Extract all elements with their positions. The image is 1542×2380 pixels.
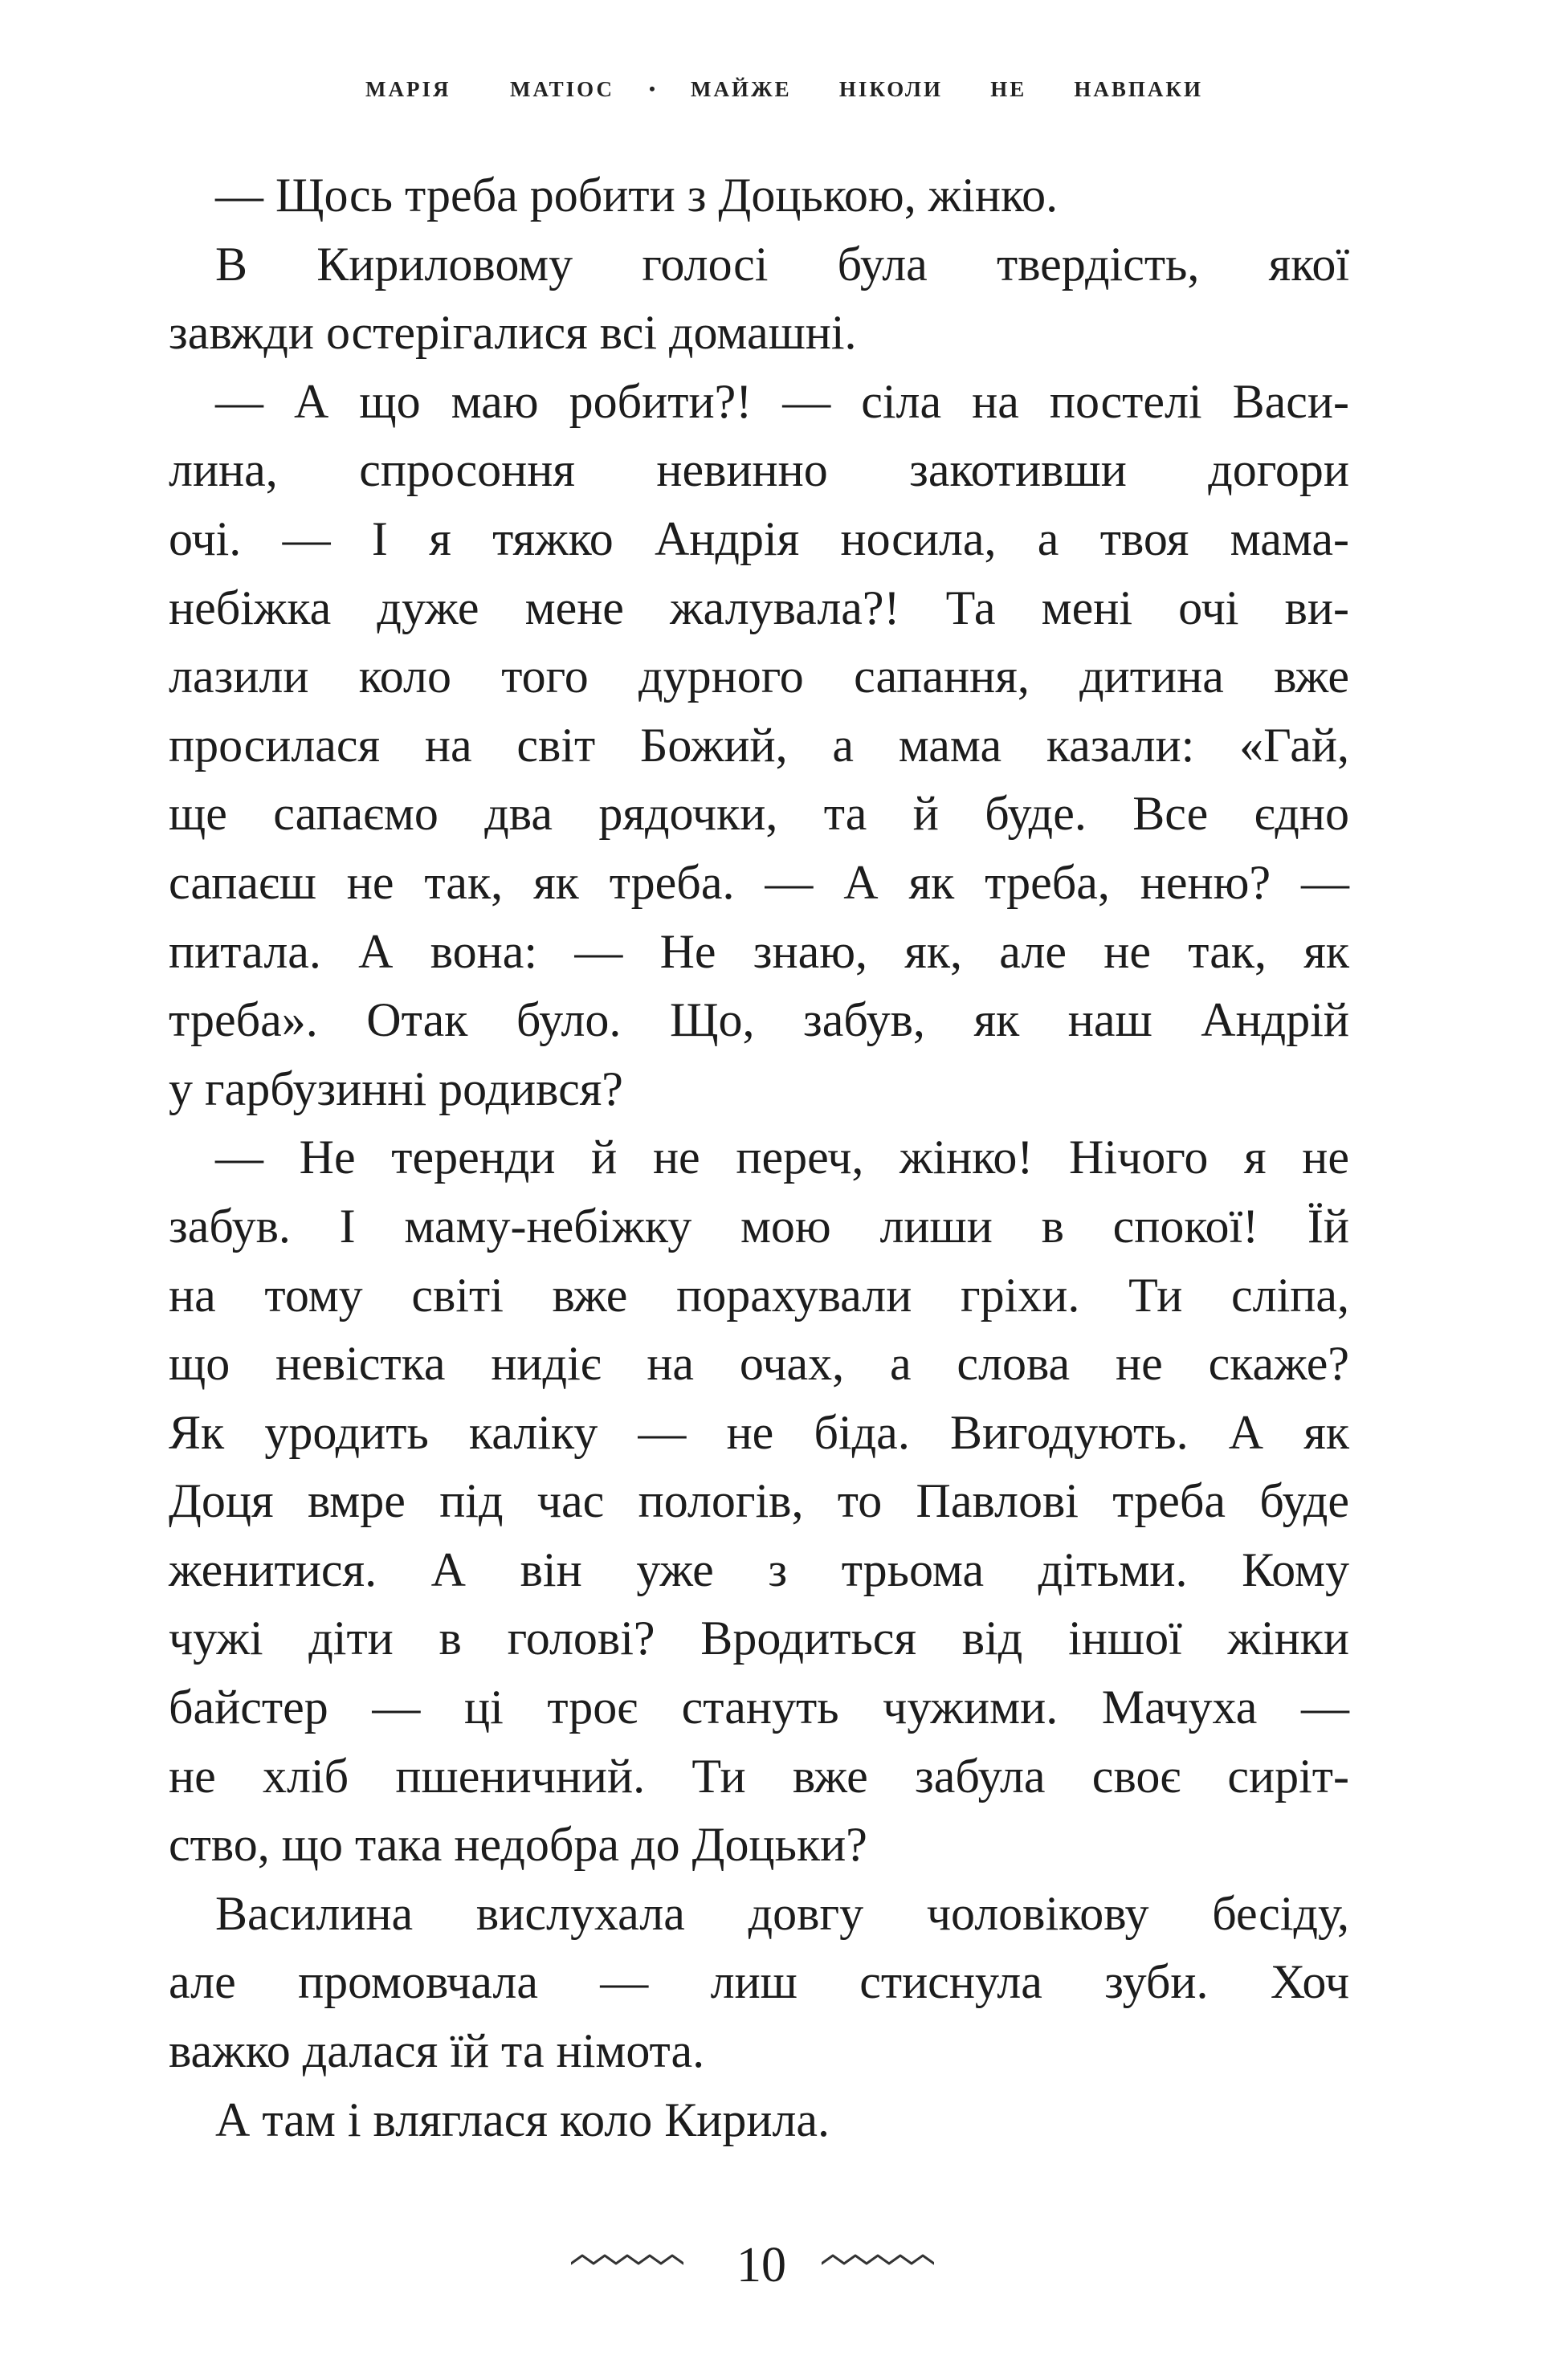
text-line: просилася на світ Божий, а мама казали: «Гай,: [169, 718, 1349, 772]
page-footer: [0, 2237, 1542, 2293]
text-line: треба». Отак було. Що, забув, як наш Андрій: [169, 993, 1349, 1047]
text-line: Василина вислухала довгу чоловікову бесіду,: [215, 1886, 1349, 1940]
text-line: лазили коло того дурного сапання, дитина вже: [169, 650, 1349, 703]
text-line: не хліб пшеничний. Ти вже забула своє сиріт-: [169, 1749, 1349, 1803]
text-line: А там і вляглася коло Кирила.: [215, 2093, 830, 2146]
text-line: женитися. А він уже з трьома дітьми. Кому: [169, 1543, 1349, 1596]
text-line: Як уродить каліку — не біда. Вигодують. А як: [169, 1405, 1349, 1459]
page-number: 10: [736, 2238, 786, 2292]
text-line: В Кириловому голосі була твердість, якої: [215, 237, 1349, 291]
text-line: Доця вмре під час пологів, то Павлові треба буде: [169, 1474, 1349, 1528]
text-line: питала. А вона: — Не знаю, як, але не так, як: [169, 924, 1349, 978]
text-line: — А що маю робити?! — сіла на постелі Васи-: [215, 374, 1349, 428]
running-head: [365, 78, 1203, 100]
wave-ornament-icon: [822, 2253, 934, 2266]
running-head-title: МАЙЖЕ НІКОЛИ НЕ НАВПАКИ: [691, 77, 1203, 101]
page-body-text: [169, 161, 1349, 2154]
text-line: — Щось треба робити з Доцькою, жінко.: [215, 169, 1059, 222]
text-line: сапаєш не так, як треба. — А як треба, неню? —: [169, 855, 1349, 909]
wave-ornament-icon: [571, 2253, 683, 2266]
text-line: важко далася їй та німота.: [169, 2024, 705, 2078]
text-line: ство, що така недобра до Доцьки?: [169, 1818, 867, 1872]
text-line: лина, спросоння невинно закотивши догори: [169, 443, 1349, 497]
text-line: небіжка дуже мене жалувала?! Та мені очі ви-: [169, 581, 1349, 634]
text-line: що невістка нидіє на очах, а слова не скаже?: [169, 1337, 1349, 1391]
text-line: на тому світі вже порахували гріхи. Ти сліпа,: [169, 1268, 1349, 1322]
text-line: забув. І маму-небіжку мою лиши в спокої! Їй: [169, 1199, 1349, 1253]
text-line: чужі діти в голові? Вродиться від іншої жінки: [169, 1612, 1349, 1665]
text-line: завжди остерігалися всі домашні.: [169, 306, 857, 360]
running-head-separator: •: [649, 79, 655, 99]
text-line: ще сапаємо два рядочки, та й буде. Все єдно: [169, 787, 1349, 841]
text-line: очі. — І я тяжко Андрія носила, а твоя мама-: [169, 511, 1349, 565]
text-line: байстер — ці троє стануть чужими. Мачуха —: [169, 1681, 1349, 1734]
running-head-author: МАРІЯ МАТІОС: [365, 77, 614, 101]
text-line: у гарбузинні родився?: [169, 1062, 623, 1115]
text-line: але промовчала — лиш стиснула зуби. Хоч: [169, 1955, 1349, 2009]
text-line: — Не теренди й не переч, жінко! Нічого я не: [215, 1131, 1349, 1184]
